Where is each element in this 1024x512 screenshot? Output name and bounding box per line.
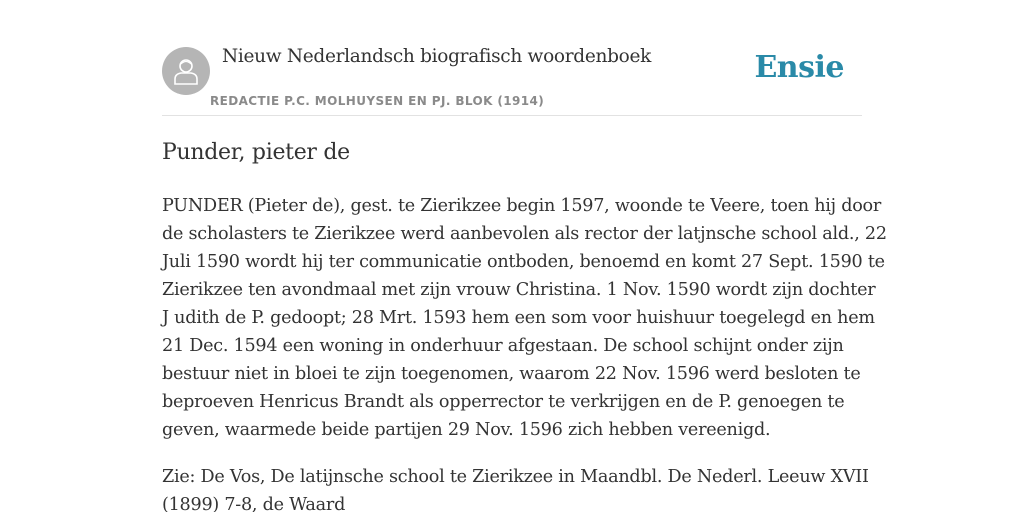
text-line: J udith de P. gedoopt; 28 Mrt. 1593 hem een som voor huishuur toegelegd en hem — [162, 308, 875, 328]
article-paragraph — [162, 192, 887, 444]
text-line: PUNDER (Pieter de), gest. te Zierikzee begin 1597, woonde te Veere, toen hij door — [162, 196, 882, 216]
text-line: Zie: De Vos, De latijnsche school te Zierikzee in Maandbl. De Nederl. Leeuw XVII — [162, 467, 869, 487]
article-title: Punder, pieter de — [162, 140, 350, 165]
user-icon — [173, 56, 199, 86]
text-line: beproeven Henricus Brandt als opperrector te verkrijgen en de P. genoegen te — [162, 392, 845, 412]
source-header — [162, 0, 862, 116]
brand-logo[interactable]: Ensie — [754, 50, 844, 85]
text-line: 21 Dec. 1594 een woning in onderhuur afgestaan. De school schijnt onder zijn — [162, 336, 844, 356]
source-title[interactable]: Nieuw Nederlandsch biografisch woordenboek — [222, 46, 652, 67]
text-line: Juli 1590 wordt hij ter communicatie ontboden, benoemd en komt 27 Sept. 1590 te — [162, 252, 885, 272]
source-subtitle: REDACTIE P.C. MOLHUYSEN EN PJ. BLOK (1914) — [210, 94, 545, 108]
article-body — [162, 192, 887, 512]
text-line: bestuur niet in bloei te zijn toegenomen, waarom 22 Nov. 1596 werd besloten te — [162, 364, 861, 384]
article-page — [162, 0, 887, 512]
avatar[interactable] — [162, 47, 210, 95]
article-reference — [162, 463, 869, 512]
text-line: de scholasters te Zierikzee werd aanbevolen als rector der latjnsche school ald., 22 — [162, 224, 887, 244]
text-line: (1899) 7-8, de Waard — [162, 495, 346, 512]
text-line: geven, waarmede beide partijen 29 Nov. 1596 zich hebben vereenigd. — [162, 420, 771, 440]
text-line: Zierikzee ten avondmaal met zijn vrouw Christina. 1 Nov. 1590 wordt zijn dochter — [162, 280, 876, 300]
